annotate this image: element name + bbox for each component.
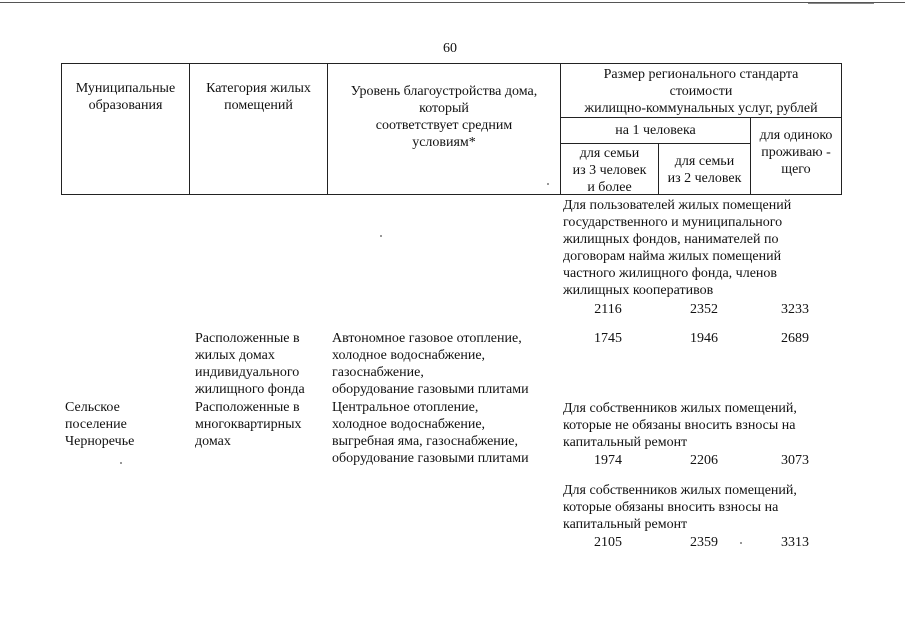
top-border-line (0, 2, 905, 3)
header-family-3: для семьи из 3 человек и более (572, 146, 647, 195)
header-category: Категория жилых помещений (206, 81, 311, 113)
row1-value-family-3: 1745 (594, 331, 622, 346)
scan-speck (120, 462, 122, 464)
scan-speck (380, 235, 382, 237)
group-c-value-family-3: 2105 (594, 535, 622, 550)
group-a-value-family-2: 2352 (690, 302, 718, 317)
row1-value-single: 2689 (781, 331, 809, 346)
group-b-value-single: 3073 (781, 453, 809, 468)
top-corner-mark (808, 3, 874, 4)
group-c-value-family-2: 2359 (690, 535, 718, 550)
scan-speck (547, 183, 549, 185)
row1-value-family-2: 1946 (690, 331, 718, 346)
group-a-note: Для пользователей жилых помещений государственного и муниципального жилищных фондов, нанимателей по договорам найма жилых помещений частного жилищного фонда, членов жилищных кооперативов (563, 198, 792, 298)
header-improvement: Уровень благоустройства дома, который соответствует средним условиям* (350, 84, 538, 150)
group-a-value-single: 3233 (781, 302, 809, 317)
header-municipality: Муниципальные образования (75, 81, 176, 113)
page-number: 60 (443, 41, 457, 56)
header-family-2: для семьи из 2 человек (667, 154, 742, 186)
group-a-value-family-3: 2116 (594, 302, 622, 317)
improvement-individual: Автономное газовое отопление, холодное водоснабжение, газоснабжение, оборудование газовыми плитами (332, 331, 529, 397)
category-individual: Расположенные в жилых домах индивидуального жилищного фонда (195, 331, 305, 397)
header-standard: Размер регионального стандарта стоимости жилищно-коммунальных услуг, рублей (584, 67, 818, 116)
header-single: для одиноко проживаю - щего (759, 128, 833, 177)
header-per-person: на 1 человека (615, 123, 696, 138)
improvement-apartment: Центральное отопление, холодное водоснабжение, выгребная яма, газоснабжение, оборудование газовыми плитами (332, 400, 529, 466)
group-b-value-family-2: 2206 (690, 453, 718, 468)
municipality-name: Сельское поселение Черноречье (65, 400, 135, 449)
category-apartment: Расположенные в многоквартирных домах (195, 400, 302, 449)
group-c-value-single: 3313 (781, 535, 809, 550)
scan-speck (740, 542, 742, 544)
group-b-value-family-3: 1974 (594, 453, 622, 468)
group-b-note: Для собственников жилых помещений, которые не обязаны вносить взносы на капитальный ремонт (563, 401, 797, 450)
group-c-note: Для собственников жилых помещений, которые обязаны вносить взносы на капитальный ремонт (563, 483, 797, 532)
